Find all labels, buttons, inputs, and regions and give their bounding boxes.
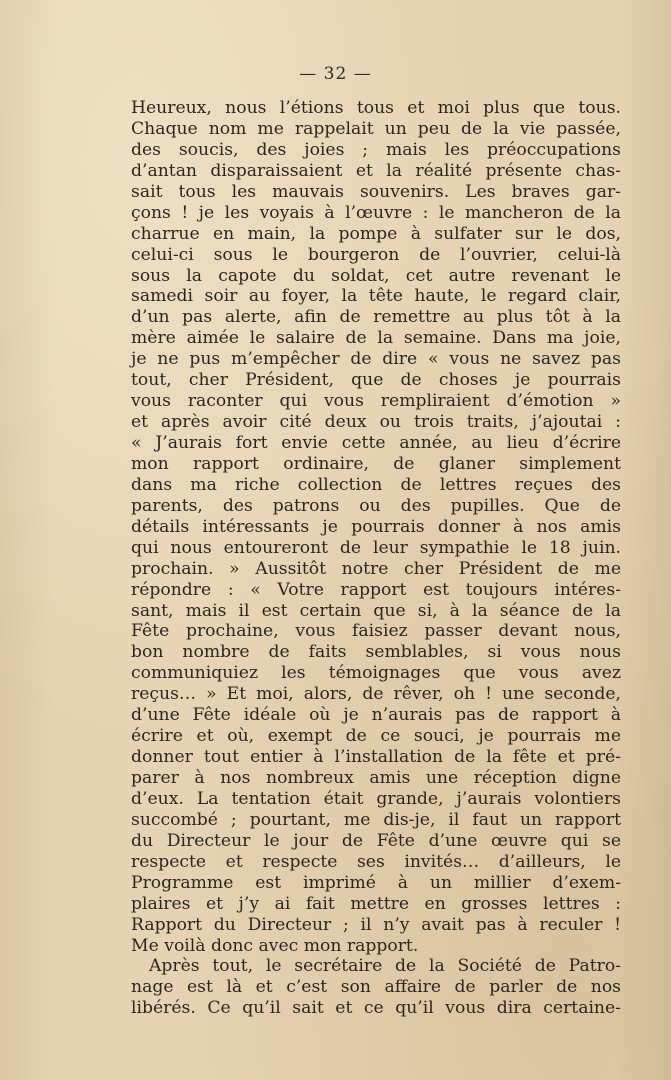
text-line: donner tout entier à l’installation de la fête et pré- bbox=[131, 747, 621, 768]
text-line: « J’aurais fort envie cette année, au lieu d’écrire bbox=[131, 433, 621, 453]
text-line: respecte et respecte ses invités… d’ailleurs, le bbox=[131, 851, 621, 872]
text-line: nage est là et c’est son affaire de parler de nos bbox=[131, 977, 621, 998]
text-line: celui-ci sous le bourgeron de l’ouvrier, celui-là bbox=[131, 244, 621, 265]
text-line: Programme est imprimé à un millier d’exem- bbox=[131, 872, 621, 893]
text-line: tout, cher Président, que de choses je pourrais bbox=[131, 370, 621, 391]
text-line: mon rapport ordinaire, de glaner simplement bbox=[131, 453, 621, 474]
text-line: et après avoir cité deux ou trois traits, j’ajoutai : bbox=[131, 412, 621, 433]
text-line: Heureux, nous l’étions tous et moi plus que tous. bbox=[131, 98, 621, 118]
text-line: détails intéressants je pourrais donner à nos amis bbox=[131, 516, 621, 537]
text-line: prochain. » Aussitôt notre cher Président de me bbox=[131, 558, 621, 579]
text-line: charrue en main, la pompe à sulfater sur le dos, bbox=[131, 223, 621, 244]
text-line: Chaque nom me rappelait un peu de la vie passée, bbox=[131, 118, 621, 139]
text-line: sait tous les mauvais souvenirs. Les braves gar- bbox=[131, 181, 621, 202]
text-line: communiquiez les témoignages que vous avez bbox=[131, 663, 621, 684]
text-line: d’une Fête idéale où je n’aurais pas de rapport à bbox=[131, 705, 621, 726]
text-line: des soucis, des joies ; mais les préoccupations bbox=[131, 139, 621, 160]
text-line: libérés. Ce qu’il sait et ce qu’il vous dira certaine- bbox=[131, 998, 621, 1019]
text-line: plaires et j’y ai fait mettre en grosses lettres : bbox=[131, 893, 621, 914]
text-line: écrire et où, exempt de ce souci, je pourrais me bbox=[131, 726, 621, 747]
text-line: sant, mais il est certain que si, à la séance de la bbox=[131, 600, 621, 621]
text-line: çons ! je les voyais à l’œuvre : le mancheron de la bbox=[131, 202, 621, 223]
text-line: parents, des patrons ou des pupilles. Que de bbox=[131, 495, 621, 516]
text-line: parer à nos nombreux amis une réception digne bbox=[131, 768, 621, 788]
text-line: Fête prochaine, vous faisiez passer devant nous, bbox=[131, 621, 621, 642]
text-line: dans ma riche collection de lettres reçues des bbox=[131, 474, 621, 495]
text-line: samedi soir au foyer, la tête haute, le regard clair, bbox=[131, 286, 621, 307]
text-line: qui nous entoureront de leur sympathie le 18 juin. bbox=[131, 537, 621, 558]
text-line: bon nombre de faits semblables, si vous nous bbox=[131, 642, 621, 663]
text-line: Rapport du Directeur ; il n’y avait pas à reculer ! bbox=[131, 914, 621, 935]
text-line: répondre : « Votre rapport est toujours intéres- bbox=[131, 579, 621, 600]
page-number: — 32 — bbox=[299, 64, 372, 84]
text-line: d’eux. La tentation était grande, j’aurais volontiers bbox=[131, 788, 621, 809]
text-line: succombé ; pourtant, me dis-je, il faut un rapport bbox=[131, 809, 621, 830]
text-line: mère aimée le salaire de la semaine. Dans ma joie, bbox=[131, 328, 621, 349]
text-line: Me voilà donc avec mon rapport. bbox=[131, 935, 419, 956]
text-line: reçus… » Et moi, alors, de rêver, oh ! une seconde, bbox=[131, 684, 621, 705]
text-line: d’antan disparaissaient et la réalité présente chas- bbox=[131, 160, 621, 181]
body-text bbox=[131, 98, 621, 1019]
text-line: vous raconter qui vous rempliraient d’émotion » bbox=[131, 391, 621, 412]
text-line: d’un pas alerte, afin de remettre au plus tôt à la bbox=[131, 307, 621, 328]
text-line: je ne pus m’empêcher de dire « vous ne savez pas bbox=[131, 349, 621, 370]
text-line: du Directeur le jour de Fête d’une œuvre qui se bbox=[131, 830, 621, 851]
text-line: sous la capote du soldat, cet autre revenant le bbox=[131, 265, 621, 286]
text-line: Après tout, le secrétaire de la Société de Patro- bbox=[149, 956, 621, 977]
